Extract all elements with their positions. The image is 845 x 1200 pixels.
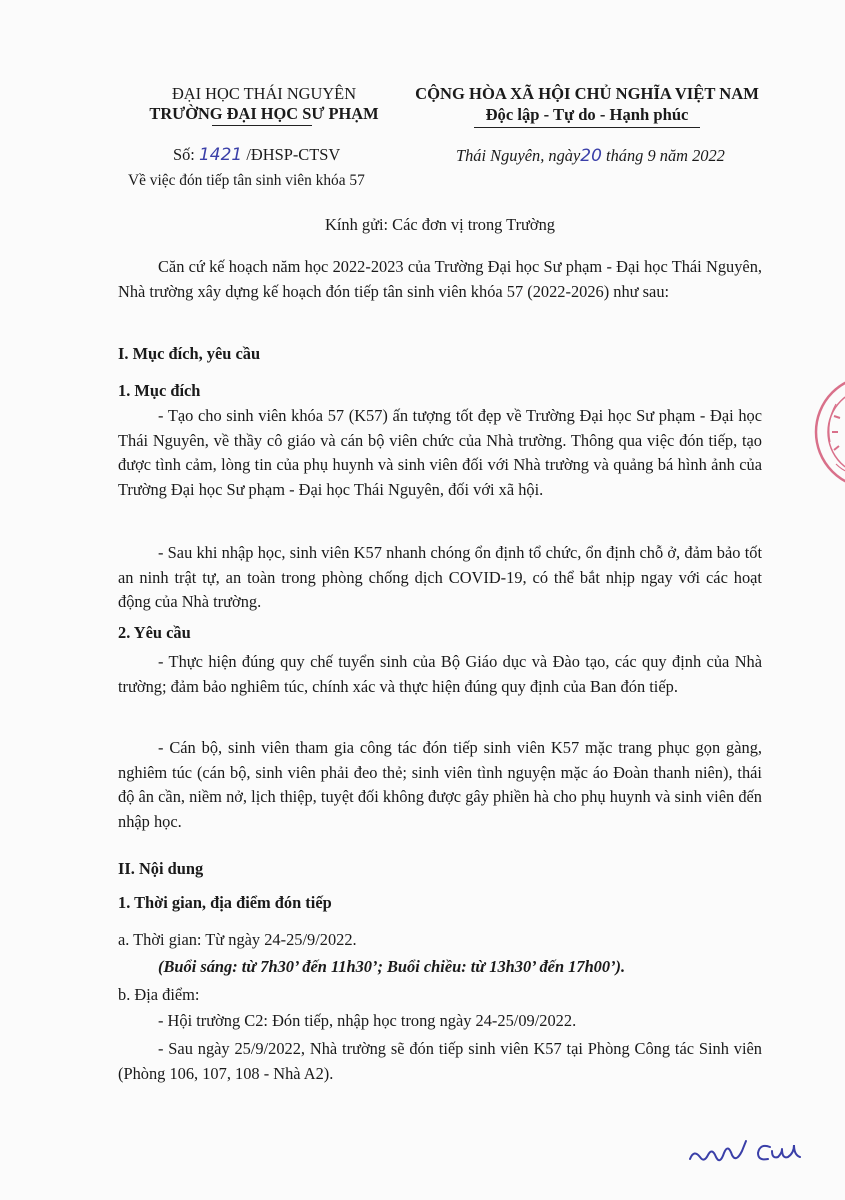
motto-underline [474,127,700,128]
number-suffix: /ĐHSP-CTSV [246,145,341,164]
red-stamp-icon [812,372,845,492]
section2-title: II. Nội dung [118,859,204,878]
place-paragraph2: - Sau ngày 25/9/2022, Nhà trường sẽ đón tiếp sinh viên K57 tại Phòng Công tác Sinh viên (Phòng 106, 107, 108 - Nhà A2). [118,1039,762,1083]
section1-sub2-paragraph1: - Thực hiện đúng quy chế tuyển sinh của Bộ Giáo dục và Đào tạo, các quy định của Nhà trường; đảm bảo nghiêm túc, chính xác và thực hiện đúng quy định của Ban đón tiếp. [118,652,762,696]
handwritten-initials-icon [684,1125,814,1175]
section1-sub1-paragraph1: - Tạo cho sinh viên khóa 57 (K57) ấn tượng tốt đẹp về Trường Đại học Sư phạm - Đại học Thái Nguyên, về thầy cô giáo và cán bộ viên chức của Nhà trường. Thông qua việc đón tiếp, tạo được tình cảm, lòng tin của phụ huynh và sinh viên đối với Nhà trường và quảng bá hình ảnh của Trường Đại học Sư phạm - Đại học Thái Nguyên, đối với xã hội. [118,406,762,499]
document-date [456,146,725,166]
number-handwritten: 1421 [198,145,243,165]
org-underline [212,125,312,126]
section2-sub1-title: 1. Thời gian, địa điểm đón tiếp [118,893,332,912]
date-prefix: Thái Nguyên, ngày [456,146,581,165]
section1-title: I. Mục đích, yêu cầu [118,344,261,363]
place-paragraph1: - Hội trường C2: Đón tiếp, nhập học trong ngày 24-25/09/2022. [158,1011,577,1030]
date-day-handwritten: 20 [580,146,602,166]
intro-paragraph: Căn cứ kế hoạch năm học 2022-2023 của Trường Đại học Sư phạm - Đại học Thái Nguyên, Nhà trường xây dựng kế hoạch đón tiếp tân sinh viên khóa 57 (2022-2026) như sau: [118,257,762,301]
place-line: b. Địa điểm: [118,985,200,1004]
number-prefix: Số: [173,145,195,164]
section1-sub1-title: 1. Mục đích [118,381,201,400]
section1-sub2-paragraph2: - Cán bộ, sinh viên tham gia công tác đón tiếp sinh viên K57 mặc trang phục gọn gàng, nghiêm túc (cán bộ, sinh viên phải đeo thẻ; sinh viên tình nguyện mặc áo Đoàn thanh niên), thái độ ân cần, niềm nở, lịch thiệp, tuyệt đối không được gây phiền hà cho phụ huynh và sinh viên đến nhập học. [118,738,762,831]
section1-sub1-paragraph2: - Sau khi nhập học, sinh viên K57 nhanh chóng ổn định tổ chức, ổn định chỗ ở, đảm bảo tốt an ninh trật tự, an toàn trong phòng chống dịch COVID-19, có thể bắt nhịp ngay với các hoạt động của Nhà trường. [118,543,762,612]
document-subject: Về việc đón tiếp tân sinh viên khóa 57 [128,172,365,189]
section1-sub2-title: 2. Yêu cầu [118,623,191,642]
recipient: Kính gửi: Các đơn vị trong Trường [325,215,555,234]
country-name: CỘNG HÒA XÃ HỘI CHỦ NGHĨA VIỆT NAM [415,84,759,103]
document-number [173,145,340,165]
org-parent: ĐẠI HỌC THÁI NGUYÊN [171,84,357,103]
time-detail: (Buổi sáng: từ 7h30’ đến 11h30’; Buổi chiều: từ 13h30’ đến 17h00’). [158,957,626,976]
org-name: TRƯỜNG ĐẠI HỌC SƯ PHẠM [149,104,379,123]
date-suffix: tháng 9 năm 2022 [606,146,725,165]
time-line: a. Thời gian: Từ ngày 24-25/9/2022. [118,930,357,949]
country-motto: Độc lập - Tự do - Hạnh phúc [485,105,689,124]
